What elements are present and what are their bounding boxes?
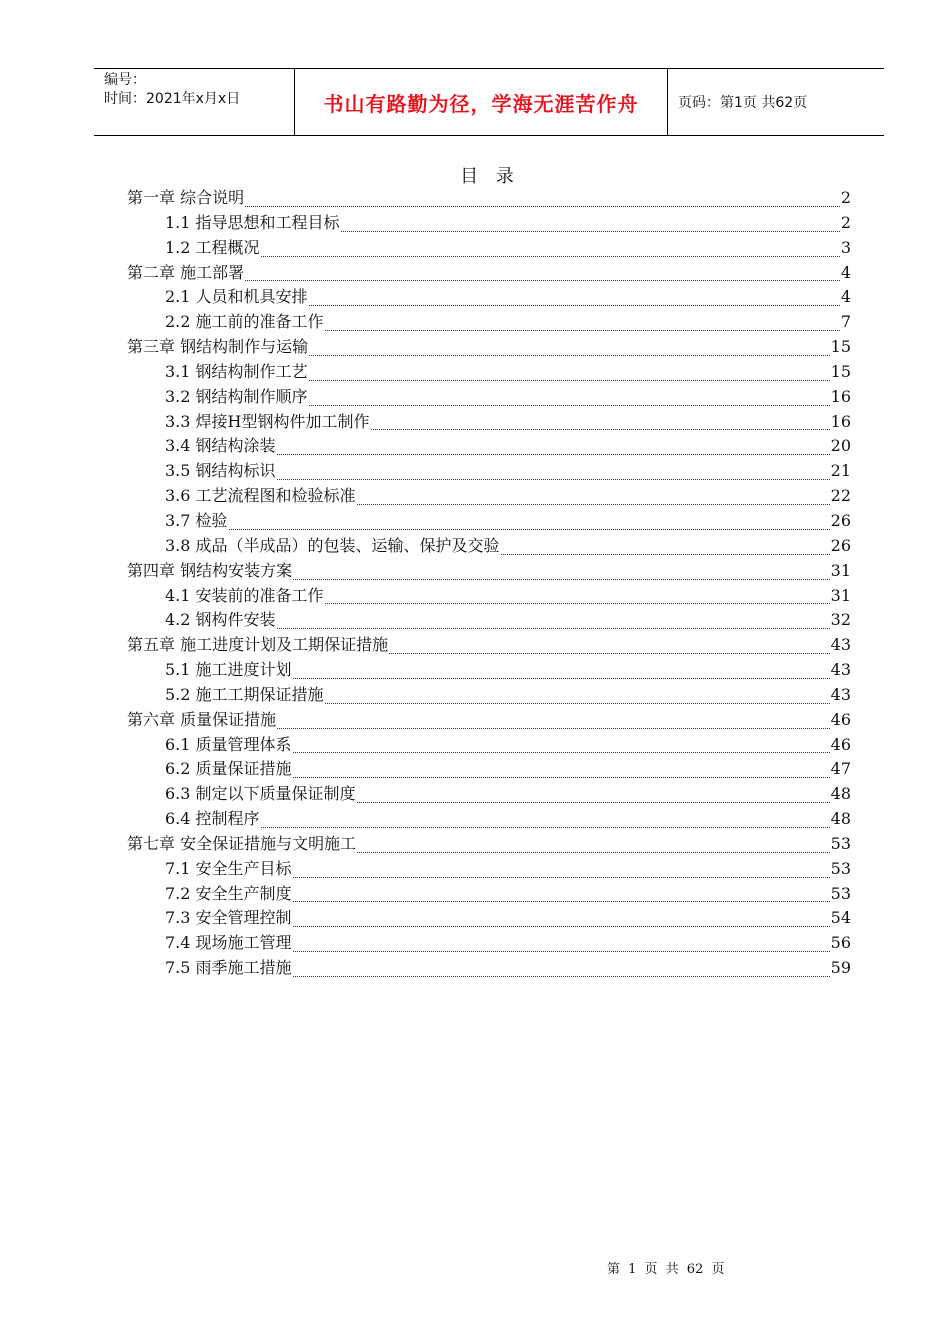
page-header [94,68,884,136]
toc-entry-label: 第三章 钢结构制作与运输 [127,337,309,357]
toc-entry-label: 3.7 检验 [165,510,228,530]
toc-leader-dots [261,827,830,828]
toc-leader-dots [293,926,830,927]
toc-entry-label: 3.8 成品（半成品）的包装、运输、保护及交验 [165,535,500,555]
toc-entry-page: 16 [830,386,851,406]
toc-entry-label: 第四章 钢结构安装方案 [127,560,293,580]
toc-entry-page: 3 [840,237,851,257]
toc-entry-page: 53 [830,858,851,878]
toc-leader-dots [293,579,830,580]
toc-leader-dots [309,405,830,406]
toc-entry[interactable] [127,608,851,633]
toc-leader-dots [293,678,830,679]
toc-leader-dots [293,951,830,952]
toc-entry-page: 59 [830,958,851,978]
toc-leader-dots [245,280,840,281]
toc-entry-page: 20 [830,436,851,456]
toc-entry-page: 56 [830,933,851,953]
toc-leader-dots [293,877,830,878]
toc-entry-page: 15 [830,337,851,357]
toc-entry[interactable] [127,186,851,211]
toc-entry[interactable] [127,931,851,956]
toc-leader-dots [261,256,840,257]
toc-entry-page: 47 [830,759,851,779]
table-of-contents [127,186,851,981]
toc-entry-label: 第七章 安全保证措施与文明施工 [127,833,357,853]
toc-entry-page: 15 [830,361,851,381]
toc-entry[interactable] [127,211,851,236]
toc-entry[interactable] [127,360,851,385]
toc-leader-dots [293,752,830,753]
toc-title: 目 录 [460,166,520,187]
toc-entry-label: 1.2 工程概况 [165,237,260,257]
toc-entry[interactable] [127,906,851,931]
toc-entry-page: 2 [840,188,851,207]
toc-entry[interactable] [127,708,851,733]
toc-entry-page: 48 [830,784,851,804]
toc-entry[interactable] [127,956,851,981]
toc-entry[interactable] [127,857,851,882]
toc-entry[interactable] [127,807,851,832]
toc-entry-page: 43 [830,660,851,680]
toc-entry-page: 53 [830,833,851,853]
toc-entry-label: 3.4 钢结构涂装 [165,436,276,456]
toc-leader-dots [325,603,830,604]
toc-entry[interactable] [127,459,851,484]
toc-leader-dots [277,454,830,455]
toc-leader-dots [309,380,830,381]
toc-entry[interactable] [127,534,851,559]
toc-entry-label: 第六章 质量保证措施 [127,709,277,729]
toc-entry[interactable] [127,509,851,534]
toc-leader-dots [357,852,830,853]
toc-entry-page: 32 [830,610,851,630]
toc-entry-label: 7.2 安全生产制度 [165,883,292,903]
toc-entry-page: 2 [840,212,851,232]
toc-entry[interactable] [127,310,851,335]
toc-entry-label: 7.4 现场施工管理 [165,933,292,953]
document-number-label: 编号： [104,72,146,88]
toc-leader-dots [325,703,830,704]
toc-entry[interactable] [127,261,851,286]
toc-entry[interactable] [127,285,851,310]
toc-leader-dots [277,728,830,729]
toc-leader-dots [293,901,830,902]
toc-entry-page: 16 [830,411,851,431]
toc-entry[interactable] [127,434,851,459]
toc-entry-label: 3.3 焊接H型钢构件加工制作 [165,411,370,431]
toc-entry-page: 7 [840,312,851,332]
toc-entry[interactable] [127,484,851,509]
page-footer: 第 1 页 共 62 页 [607,1262,725,1277]
toc-entry-label: 7.3 安全管理控制 [165,908,292,928]
toc-entry-page: 53 [830,883,851,903]
toc-entry-page: 31 [830,585,851,605]
toc-entry[interactable] [127,633,851,658]
toc-entry-page: 4 [840,262,851,282]
toc-entry-page: 22 [830,486,851,506]
toc-entry[interactable] [127,385,851,410]
toc-entry-page: 26 [830,510,851,530]
header-motto: 书山有路勤为径，学海无涯苦作舟 [295,69,668,135]
toc-leader-dots [501,554,830,555]
toc-entry[interactable] [127,584,851,609]
toc-entry-label: 4.2 钢构件安装 [165,610,276,630]
toc-entry-page: 46 [830,709,851,729]
toc-entry-label: 第五章 施工进度计划及工期保证措施 [127,635,389,655]
toc-leader-dots [277,628,830,629]
toc-entry-label: 3.5 钢结构标识 [165,461,276,481]
toc-entry-label: 6.1 质量管理体系 [165,734,292,754]
toc-entry-label: 5.1 施工进度计划 [165,660,292,680]
toc-entry[interactable] [127,236,851,261]
toc-entry-page: 4 [840,287,851,307]
toc-leader-dots [245,206,840,207]
toc-leader-dots [309,355,830,356]
toc-entry-page: 54 [830,908,851,928]
toc-entry-label: 3.1 钢结构制作工艺 [165,361,308,381]
toc-entry-label: 1.1 指导思想和工程目标 [165,212,340,232]
toc-leader-dots [229,529,830,530]
toc-entry-label: 6.4 控制程序 [165,809,260,829]
toc-entry-page: 43 [830,635,851,655]
toc-entry-page: 21 [830,461,851,481]
toc-entry-label: 7.5 雨季施工措施 [165,958,292,978]
toc-entry[interactable] [127,832,851,857]
toc-leader-dots [293,976,830,977]
toc-entry-page: 26 [830,535,851,555]
header-meta [94,69,295,135]
toc-entry[interactable] [127,782,851,807]
toc-entry[interactable] [127,733,851,758]
toc-entry-label: 3.6 工艺流程图和检验标准 [165,486,356,506]
toc-entry-label: 2.1 人员和机具安排 [165,287,308,307]
toc-entry-page: 31 [830,560,851,580]
toc-entry-page: 43 [830,684,851,704]
toc-entry[interactable] [127,757,851,782]
toc-leader-dots [293,777,830,778]
toc-leader-dots [389,653,830,654]
toc-entry[interactable] [127,410,851,435]
toc-entry-label: 第二章 施工部署 [127,262,245,282]
toc-leader-dots [357,504,830,505]
document-time-label: 时间：2021年x月x日 [104,91,241,107]
toc-entry-label: 6.3 制定以下质量保证制度 [165,784,356,804]
toc-entry[interactable] [127,658,851,683]
toc-leader-dots [325,330,840,331]
toc-entry-label: 2.2 施工前的准备工作 [165,312,324,332]
toc-leader-dots [277,479,830,480]
toc-entry-label: 5.2 施工工期保证措施 [165,684,324,704]
toc-entry-label: 6.2 质量保证措施 [165,759,292,779]
toc-entry-label: 4.1 安装前的准备工作 [165,585,324,605]
toc-entry[interactable] [127,683,851,708]
toc-entry[interactable] [127,335,851,360]
toc-entry-label: 3.2 钢结构制作顺序 [165,386,308,406]
toc-entry-label: 7.1 安全生产目标 [165,858,292,878]
toc-entry-page: 48 [830,809,851,829]
toc-entry-label: 第一章 综合说明 [127,188,245,207]
toc-leader-dots [371,429,830,430]
toc-entry-page: 46 [830,734,851,754]
header-page-label: 页码：第1页 共62页 [678,95,808,111]
toc-leader-dots [357,802,830,803]
toc-leader-dots [341,231,840,232]
toc-entry[interactable] [127,882,851,907]
toc-leader-dots [309,305,840,306]
toc-entry[interactable] [127,559,851,584]
